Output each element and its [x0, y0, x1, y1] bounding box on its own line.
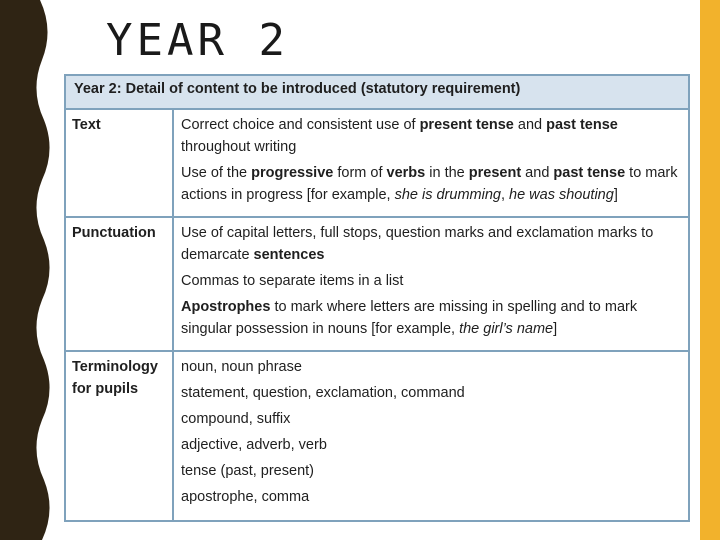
- content-table: [64, 74, 690, 522]
- content-table-container: [64, 74, 690, 522]
- content-item: [181, 270, 681, 292]
- item-text: he was shouting: [509, 187, 614, 203]
- item-text: Use of the: [181, 165, 252, 181]
- item-text: adjective, adverb, verb: [181, 437, 327, 454]
- table-row: [65, 217, 689, 352]
- item-text: to mark where letters are missing in spelling and to mark singular possession in nouns [for example,: [181, 298, 638, 337]
- item-text: tense (past, present): [181, 463, 314, 480]
- item-text: present: [468, 165, 522, 181]
- left-decorative-band: [0, 0, 54, 540]
- content-item: [181, 434, 681, 456]
- item-text: and: [521, 165, 554, 181]
- table-header: Year 2: Detail of content to be introduced (statutory requirement): [65, 75, 689, 109]
- item-text: throughout writing: [181, 139, 297, 155]
- slide-title: YEAR 2: [106, 15, 289, 66]
- content-item: [181, 162, 681, 206]
- item-text: present tense: [419, 117, 514, 133]
- table-row: [65, 109, 689, 217]
- item-text: Use of capital letters, full stops, question marks and exclamation marks to demarcate: [181, 224, 654, 263]
- item-text: Apostrophes: [181, 298, 271, 315]
- content-item: [181, 222, 681, 266]
- item-text: ,: [500, 187, 510, 203]
- item-text: apostrophe, comma: [181, 489, 310, 506]
- item-text: the girl’s name: [459, 320, 554, 337]
- row-items: [173, 217, 689, 352]
- item-text: past tense: [553, 165, 626, 181]
- item-text: ]: [553, 320, 558, 337]
- row-category: Punctuation: [65, 217, 173, 352]
- item-text: to mark actions in progress [for example,: [181, 165, 678, 203]
- item-text: Commas to separate items in a list: [181, 272, 404, 289]
- item-text: compound, suffix: [181, 411, 291, 428]
- table-body: [65, 109, 689, 521]
- content-item: [181, 114, 681, 158]
- item-text: statement, question, exclamation, command: [181, 385, 465, 402]
- wavy-edge-graphic: [0, 0, 54, 540]
- item-text: and: [513, 117, 547, 133]
- item-text: in the: [425, 165, 469, 181]
- row-items: [173, 109, 689, 217]
- row-items: [173, 351, 689, 521]
- item-text: verbs: [386, 165, 426, 181]
- item-text: noun, noun phrase: [181, 359, 302, 376]
- content-item: [181, 460, 681, 482]
- content-item: [181, 382, 681, 404]
- item-text: past tense: [546, 117, 618, 133]
- item-text: ]: [613, 187, 618, 203]
- item-text: she is drumming: [394, 187, 501, 203]
- item-text: progressive: [251, 165, 334, 181]
- item-text: sentences: [253, 246, 325, 263]
- content-item: [181, 356, 681, 378]
- right-accent-band: [700, 0, 720, 540]
- content-item: [181, 296, 681, 340]
- content-item: [181, 408, 681, 430]
- item-text: form of: [333, 165, 387, 181]
- item-text: Correct choice and consistent use of: [181, 117, 420, 133]
- content-item: [181, 486, 681, 508]
- table-row: [65, 351, 689, 521]
- row-category: Text: [65, 109, 173, 217]
- row-category: Terminology for pupils: [65, 351, 173, 521]
